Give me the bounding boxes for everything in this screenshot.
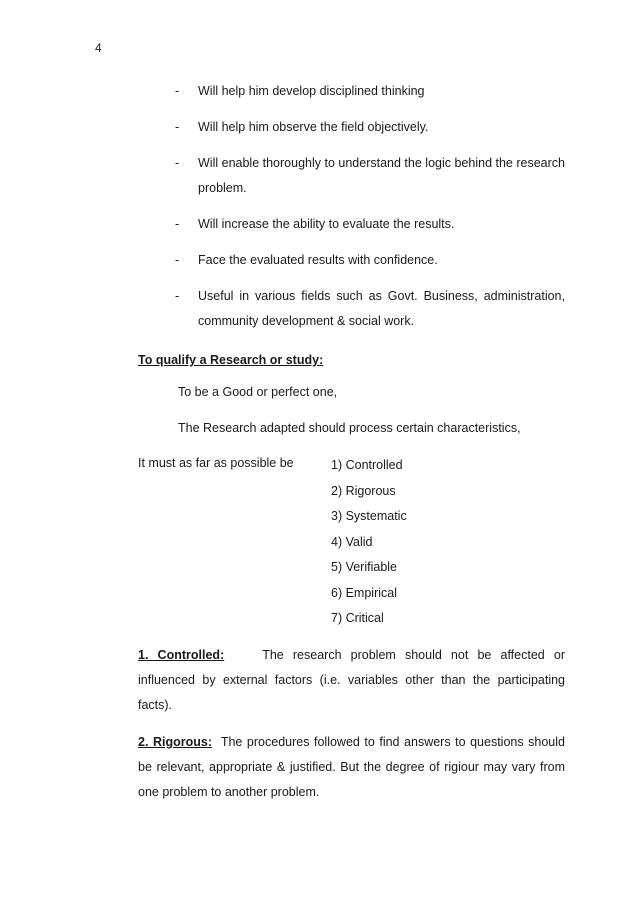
section-label: 1. Controlled:	[138, 648, 225, 662]
dash: -	[175, 217, 180, 231]
benefit-list	[175, 79, 565, 345]
bullet-text: Useful in various fields such as Govt. Business, administration, community development & social work.	[198, 289, 565, 328]
dash: -	[175, 253, 180, 267]
qualify-line-1: To be a Good or perfect one,	[178, 385, 338, 399]
qualify-line-2: The Research adapted should process certain characteristics,	[178, 421, 521, 435]
list-item: 3) Systematic	[331, 509, 407, 523]
section-text: The procedures followed to find answers to questions should be relevant, appropriate & justified. But the degree of rigiour may vary from one problem to another problem.	[138, 735, 565, 799]
qualify-heading: To qualify a Research or study:	[138, 353, 324, 367]
bullet-text: Will increase the ability to evaluate the results.	[198, 217, 455, 231]
list-item: 6) Empirical	[331, 585, 397, 600]
list-item	[175, 115, 565, 140]
characteristics-list	[331, 456, 407, 635]
list-item: 7) Critical	[331, 611, 384, 625]
dash: -	[175, 84, 180, 98]
section-text: The research problem should not be affected or influenced by external factors (i.e. variables other than the participating facts).	[138, 648, 565, 712]
section-label: 2. Rigorous:	[138, 735, 212, 749]
dash: -	[175, 289, 180, 303]
list-item	[175, 248, 565, 273]
list-item	[175, 79, 565, 104]
bullet-text: Will help him develop disciplined thinking	[198, 84, 425, 98]
section-rigorous	[138, 730, 565, 805]
page-number: 4	[95, 41, 102, 55]
bullet-text: Will help him observe the field objectively.	[198, 120, 429, 134]
bullet-text: Will enable thoroughly to understand the logic behind the research problem.	[198, 156, 565, 195]
list-item	[175, 212, 565, 237]
list-item: 4) Valid	[331, 534, 373, 549]
bullet-text: Face the evaluated results with confidence.	[198, 253, 438, 267]
list-item	[175, 284, 565, 334]
list-item	[175, 151, 565, 201]
section-controlled	[138, 643, 565, 718]
dash: -	[175, 156, 180, 170]
list-item: 5) Verifiable	[331, 560, 398, 574]
dash: -	[175, 120, 180, 134]
list-item: 2) Rigorous	[331, 483, 396, 498]
list-intro: It must as far as possible be	[138, 456, 294, 470]
list-item: 1) Controlled	[331, 458, 403, 472]
